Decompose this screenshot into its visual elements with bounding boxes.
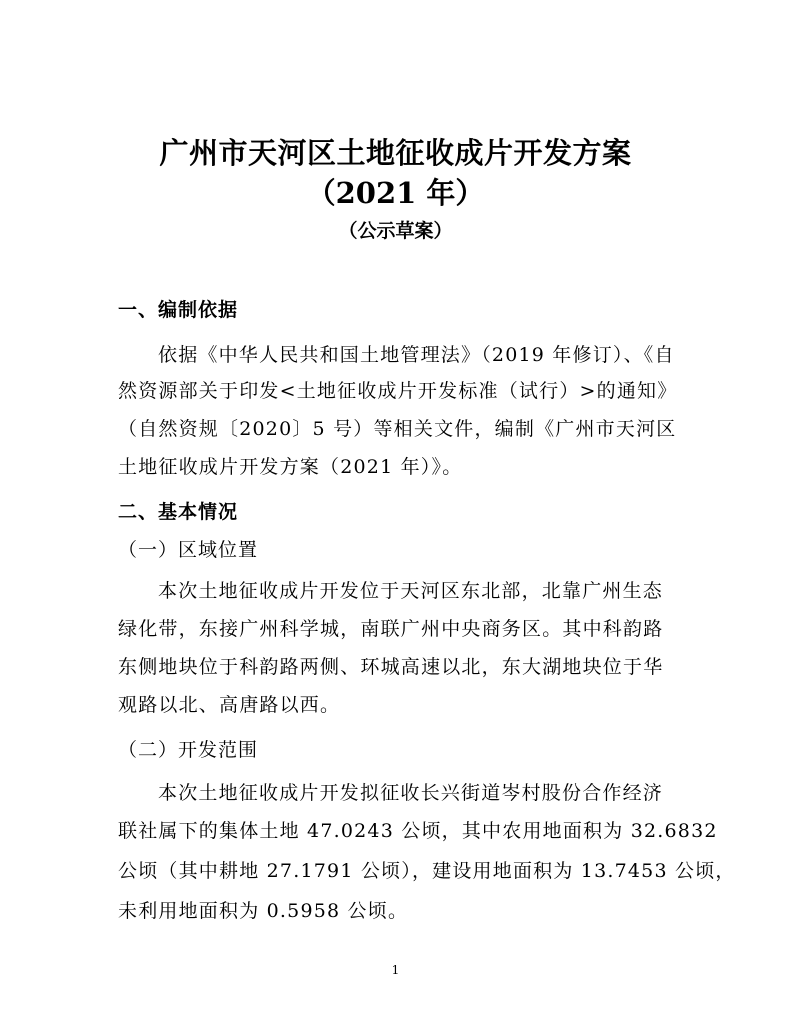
subsection-heading-location: （一）区域位置 — [118, 539, 259, 561]
paragraph-line: 观路以北、高唐路以西。 — [118, 694, 341, 716]
document-subtitle: （公示草案） — [338, 220, 453, 242]
paragraph-line: 公顷（其中耕地 27.1791 公顷），建设用地面积为 13.7453 公顷， — [118, 860, 736, 882]
paragraph-line: 东侧地块位于科韵路两侧、环城高速以北，东大湖地块位于华 — [118, 656, 664, 678]
paragraph-line: （自然资规〔2020〕5 号）等相关文件，编制《广州市天河区 — [118, 418, 677, 440]
document-year: （2021 年） — [306, 176, 485, 210]
page-number: 1 — [391, 963, 400, 977]
paragraph-line: 本次土地征收成片开发拟征收长兴街道岑村股份合作经济 — [158, 782, 664, 804]
paragraph-line: 土地征收成片开发方案（2021 年）》。 — [118, 456, 463, 478]
section-heading-basis: 一、编制依据 — [118, 299, 239, 321]
paragraph-line: 未利用地面积为 0.5958 公顷。 — [118, 900, 409, 922]
section-heading-overview: 二、基本情况 — [118, 501, 239, 523]
paragraph-line: 本次土地征收成片开发位于天河区东北部，北靠广州生态 — [158, 580, 664, 602]
document-title: 广州市天河区土地征收成片开发方案 — [159, 136, 632, 170]
paragraph-line: 绿化带，东接广州科学城，南联广州中央商务区。其中科韵路 — [118, 618, 664, 640]
subsection-heading-scope: （二）开发范围 — [118, 739, 259, 761]
paragraph-line: 然资源部关于印发<土地征收成片开发标准（试行）>的通知》 — [118, 380, 678, 402]
paragraph-line: 依据《中华人民共和国土地管理法》（2019 年修订）、《自 — [158, 344, 675, 366]
paragraph-line: 联社属下的集体土地 47.0243 公顷，其中农用地面积为 32.6832 — [118, 820, 718, 842]
